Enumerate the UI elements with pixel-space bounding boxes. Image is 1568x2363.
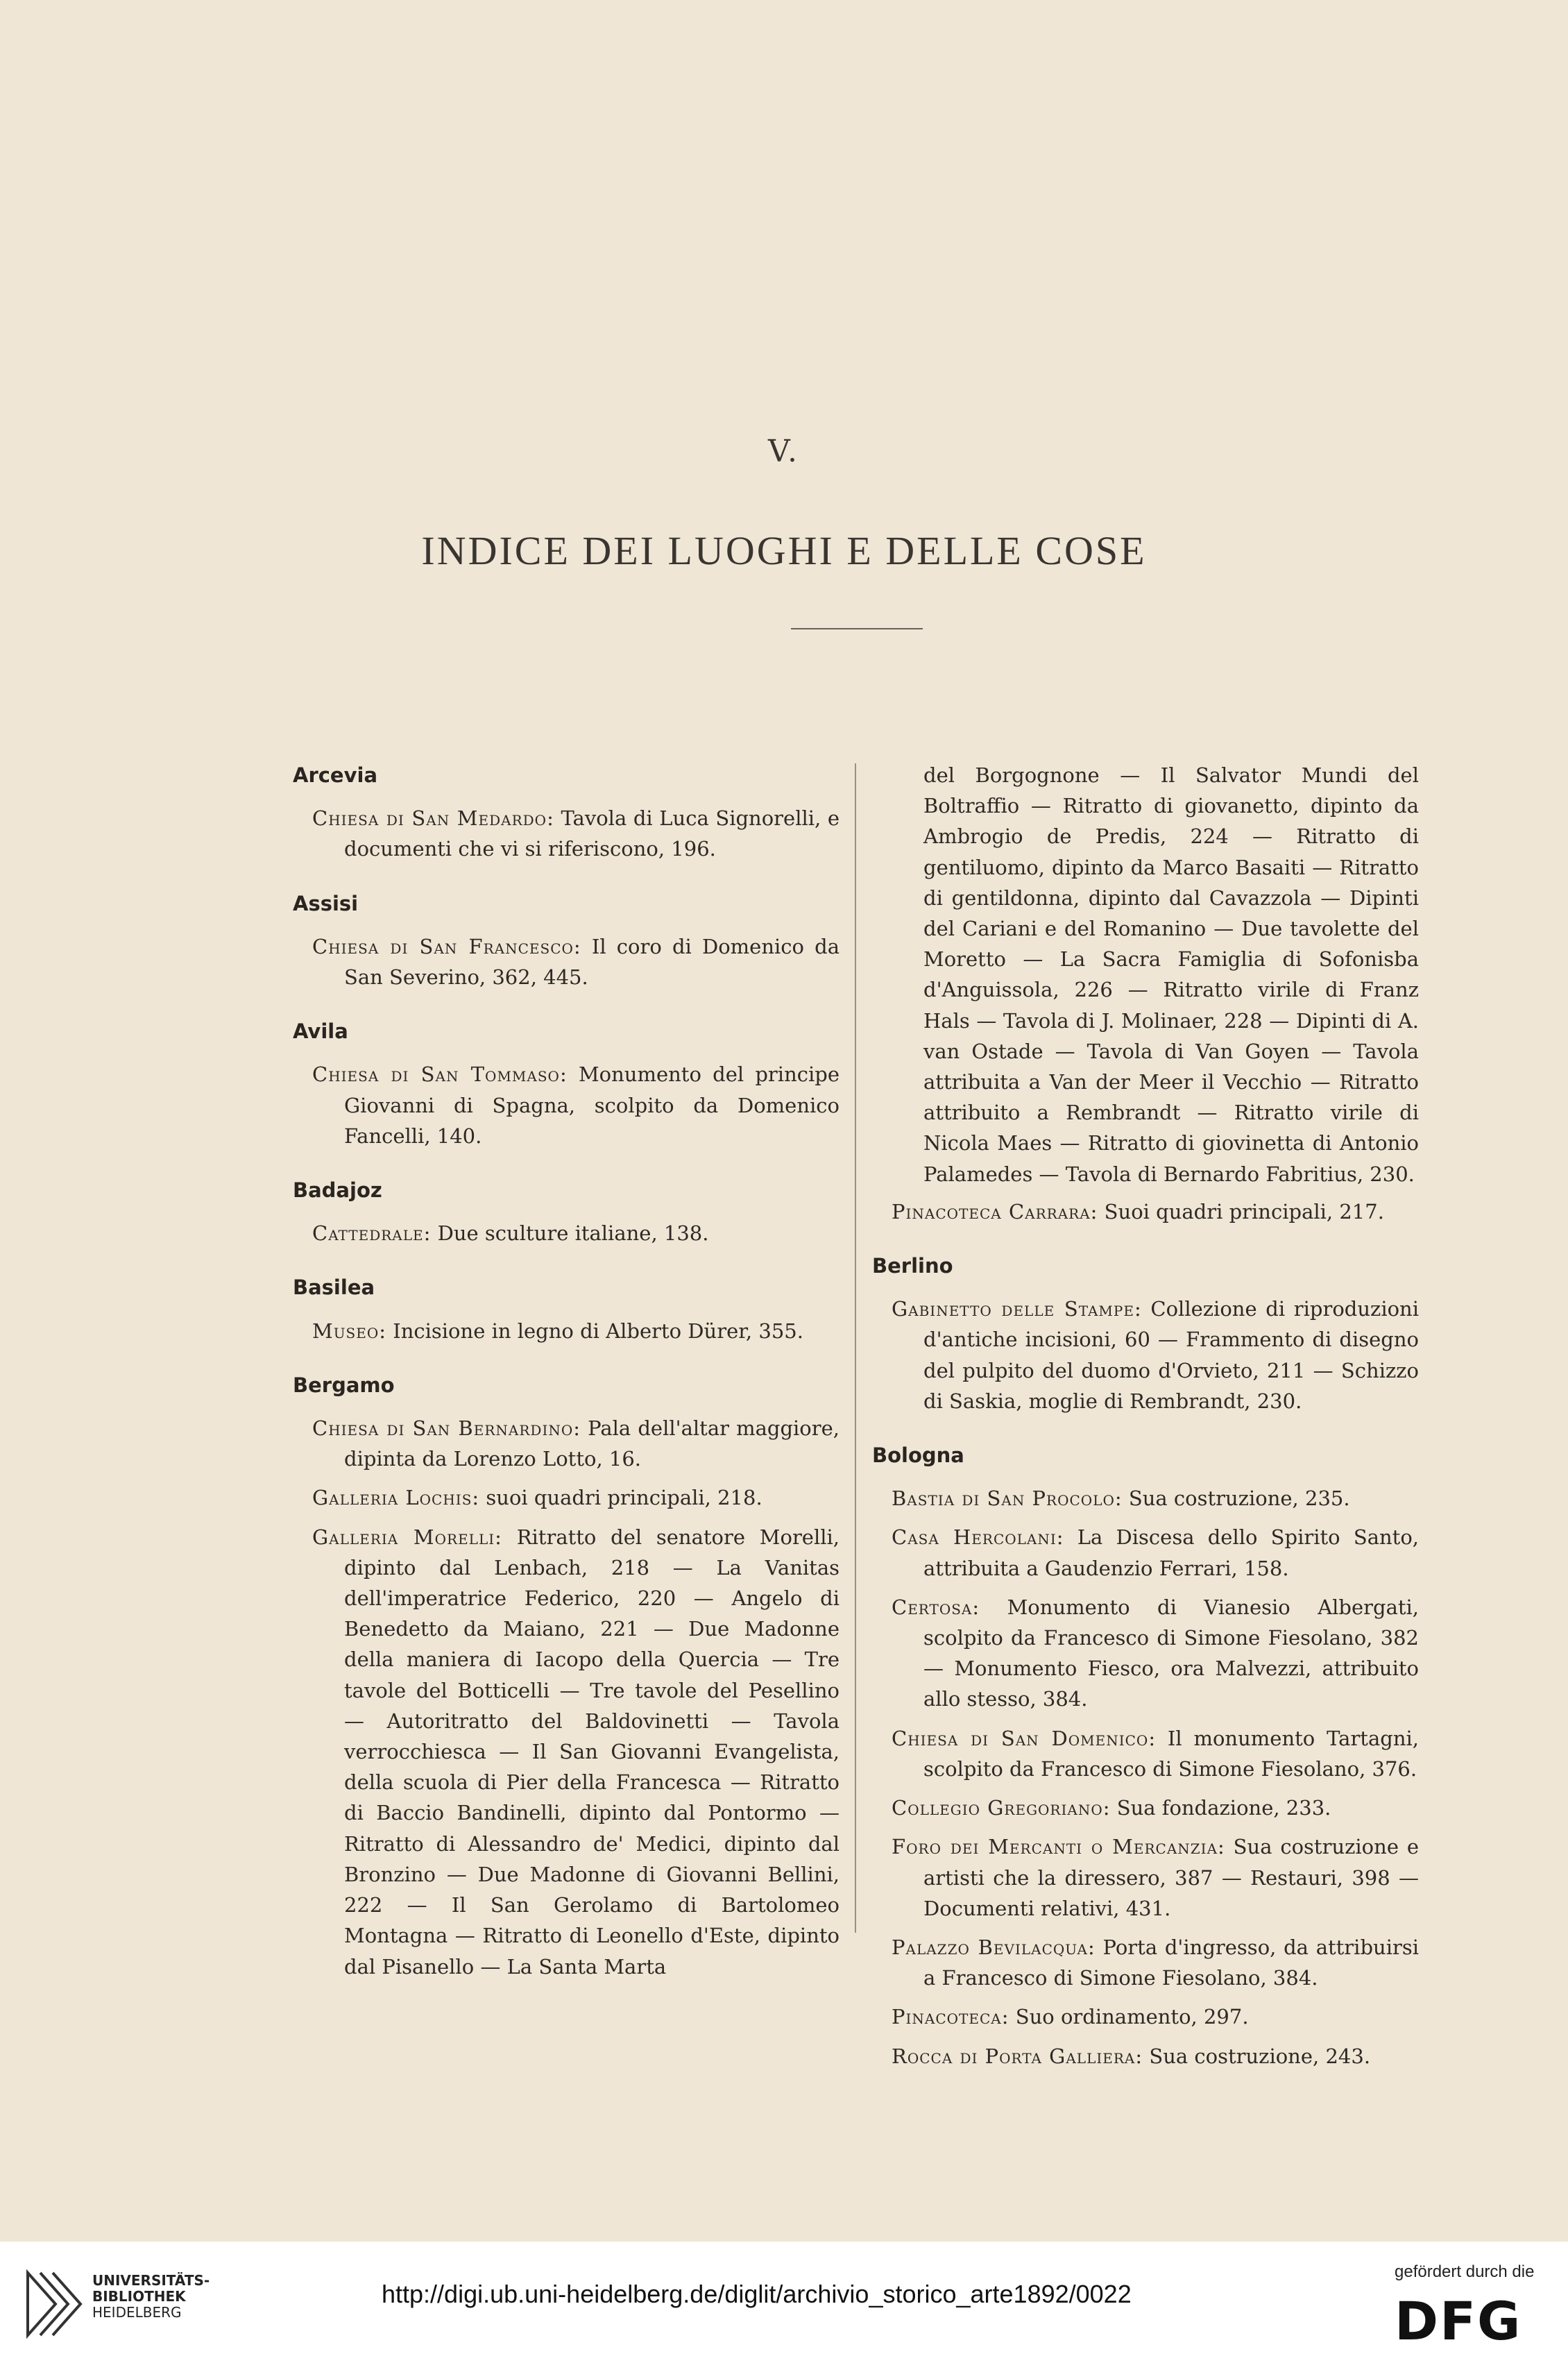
index-entry: Palazzo Bevilacqua: Porta d'ingresso, da attribuirsi a Francesco di Simone Fiesolano, 384. [892, 1935, 1419, 1990]
chapter-number: V. [767, 434, 801, 469]
index-entry: Chiesa di San Medardo: Tavola di Luca Signorelli, e documenti che vi si riferiscono, 196. [312, 806, 840, 861]
city-heading: Bergamo [293, 1373, 395, 1397]
city-heading: Avila [293, 1019, 348, 1044]
title-rule [791, 628, 923, 629]
index-entry: Certosa: Monumento di Vianesio Albergati, scolpito da Francesco di Simone Fiesolano, 382 — Monumento Fiesco, ora Malvezzi, attribuito allo stesso, 384. [892, 1595, 1420, 1711]
city-heading: Arcevia [293, 763, 378, 787]
index-section [291, 888, 840, 993]
index-entry: Chiesa di San Bernardino: Pala dell'altar maggiore, dipinta da Lorenzo Lotto, 16. [312, 1416, 840, 1471]
index-section [871, 1440, 1419, 2072]
page-title: INDICE DEI LUOGHI E DELLE COSE [421, 528, 1147, 573]
index-section [291, 1370, 840, 1982]
index-entry: Rocca di Porta Galliera: Sua costruzione, 243. [892, 2044, 1371, 2068]
index-entry: Museo: Incisione in legno di Alberto Dürer, 355. [312, 1319, 803, 1343]
index-entry: Cattedrale: Due sculture italiane, 138. [312, 1221, 709, 1246]
city-heading: Assisi [293, 891, 359, 915]
city-heading: Bologna [872, 1443, 964, 1468]
funding-note: gefördert durch die [1395, 2262, 1535, 2281]
index-entry: Bastia di San Procolo: Sua costruzione, 235. [892, 1487, 1350, 1511]
index-entry: Casa Hercolani: La Discesa dello Spirito Santo, attribuita a Gaudenzio Ferrari, 158. [892, 1525, 1420, 1580]
city-heading: Berlino [872, 1254, 953, 1278]
university-library-name: UNIVERSITÄTS- BIBLIOTHEK HEIDELBERG [92, 2272, 210, 2321]
index-entry: Pinacoteca: Suo ordinamento, 297. [892, 2005, 1249, 2029]
index-entry: Collegio Gregoriano: Sua fondazione, 233. [892, 1796, 1331, 1820]
permalink-url[interactable]: http://digi.ub.uni-heidelberg.de/diglit/archivio_storico_arte1892/0022 [382, 2280, 1132, 2308]
left-column [291, 760, 840, 2006]
right-column [871, 760, 1419, 2095]
city-heading: Badajoz [293, 1178, 382, 1203]
continued-entry: del Borgognone — Il Salvator Mundi del Boltraffio — Ritratto di giovanetto, dipinto da Ambrogio de Predis, 224 — Ritratto di gentiluomo, dipinto da Marco Basaiti — Ritratto di gentildonna, dipinto dal Cavazzola — Dipinti del Cariani e del Romanino — Due tavolette del Moretto — La Sacra Famiglia di Sofonisba d'Anguissola, 226 — Ritratto virile di Franz Hals — Tavola di J. Molinaer, 228 — Dipinti di A. van Ostade — Tavola di Van Goyen — Tavola attribuita a Van der Meer il Vecchio — Ritratto attribuito a Rembrandt — Ritratto virile di Nicola Maes — Ritratto di giovinetta di Antonio Palamedes — Tavola di Bernardo Fabritius, 230. [923, 763, 1419, 1186]
dfg-logo: DFG [1395, 2290, 1522, 2352]
university-library-logo-icon [21, 2266, 87, 2342]
index-section [291, 1272, 840, 1346]
index-section [291, 1175, 840, 1248]
index-section [291, 1016, 840, 1151]
index-entry: Chiesa di San Domenico: Il monumento Tartagni, scolpito da Francesco di Simone Fiesolano, 376. [892, 1726, 1419, 1781]
index-entry: Chiesa di San Francesco: Il coro di Domenico da San Severino, 362, 445. [312, 934, 840, 990]
index-entry: Gabinetto delle Stampe: Collezione di riproduzioni d'antiche incisioni, 60 — Frammento di disegno del pulpito del duomo d'Orvieto, 211 — Schizzo di Saskia, moglie di Rembrandt, 230. [892, 1297, 1420, 1413]
index-entry: Pinacoteca Carrara: Suoi quadri principali, 217. [892, 1199, 1384, 1223]
index-entry: Galleria Lochis: suoi quadri principali, 218. [312, 1486, 762, 1510]
index-entry: Foro dei Mercanti o Mercanzia: Sua costruzione e artisti che la diressero, 387 — Restauri, 398 — Documenti relativi, 431. [892, 1835, 1419, 1920]
index-section [291, 760, 840, 865]
index-entry: Galleria Morelli: Ritratto del senatore Morelli, dipinto dal Lenbach, 218 — La Vanitas dell'imperatrice Federico, 220 — Angelo di Benedetto da Maiano, 221 — Due Madonne della maniera di Iacopo della Quercia — Tre tavole del Botticelli — Tre tavole del Pesellino — Autoritratto del Baldovinetti — Tavola verrocchiesca — Il San Giovanni Evangelista, della scuola di Pier della Francesca — Ritratto di Baccio Bandinelli, dipinto dal Pontormo — Ritratto di Alessandro de' Medici, dipinto dal Bronzino — Due Madonne di Giovanni Bellini, 222 — Il San Gerolamo di Bartolomeo Montagna — Ritratto di Leonello d'Este, dipinto dal Pisanello — La Santa Marta [312, 1525, 840, 1979]
index-section [871, 1251, 1419, 1416]
column-divider [855, 763, 856, 1933]
index-entry: Chiesa di San Tommaso: Monumento del principe Giovanni di Spagna, scolpito da Domenico Fancelli, 140. [312, 1062, 840, 1148]
city-heading: Basilea [293, 1276, 375, 1300]
